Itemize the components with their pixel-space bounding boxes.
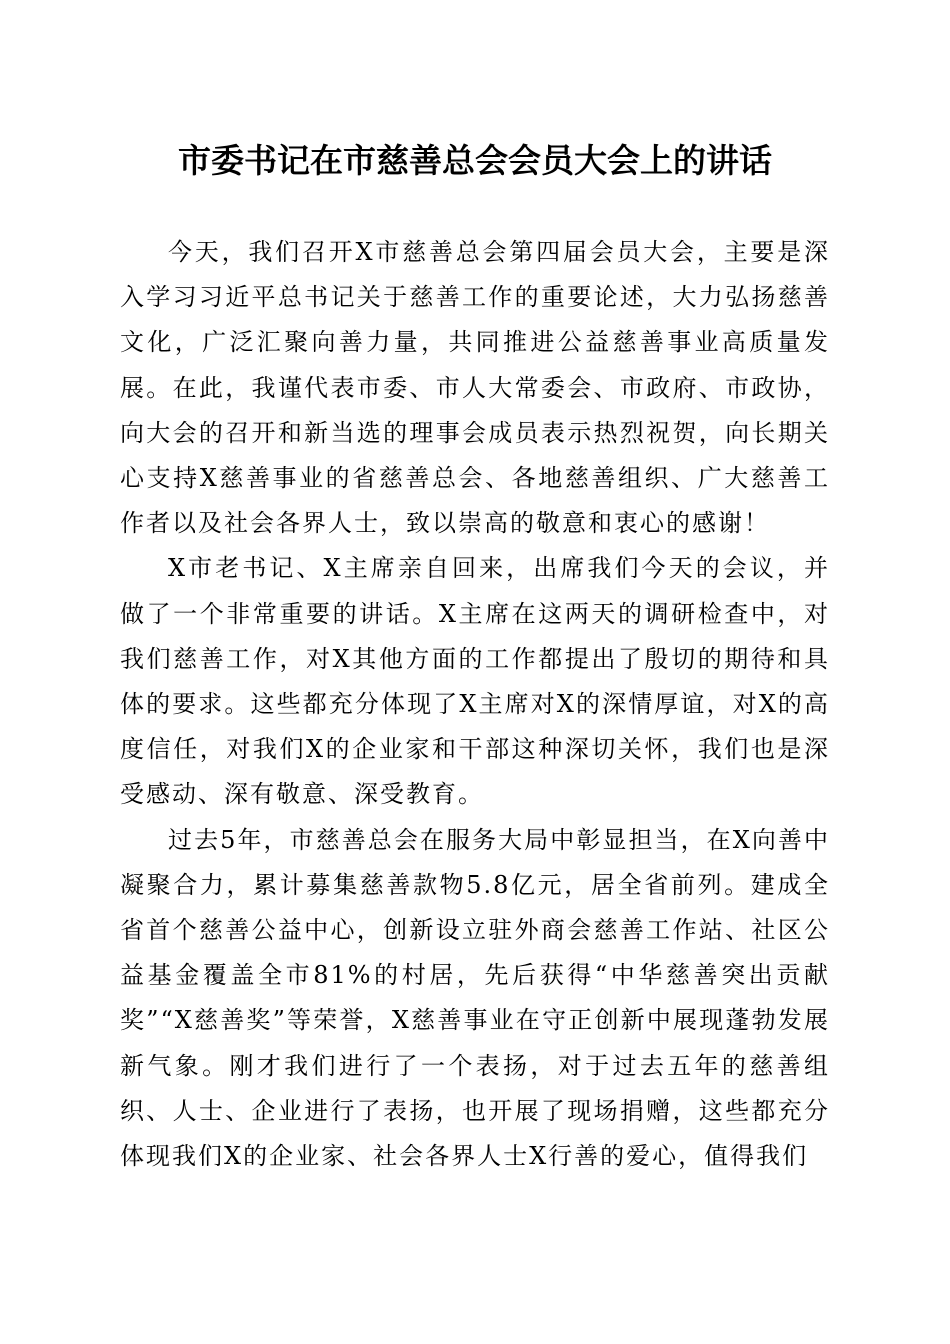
paragraph-achievements: 过去5年，市慈善总会在服务大局中彰显担当，在X向善中凝聚合力，累计募集慈善款物5.8亿元，居全省前列。建成全省首个慈善公益中心，创新设立驻外商会慈善工作站、社区公益基金覆盖全市81%的村居，先后获得“中华慈善突出贡献奖”“X慈善奖”等荣誉，X慈善事业在守正创新中展现蓬勃发展新气象。刚才我们进行了一个表扬，对于过去五年的慈善组织、人士、企业进行了表扬，也开展了现场捐赠，这些都充分体现我们X的企业家、社会各界人士X行善的爱心，值得我们 xyxy=(120,825,830,1171)
paragraph-visit: X市老书记、X主席亲自回来，出席我们今天的会议，并做了一个非常重要的讲话。X主席在这两天的调研检查中，对我们慈善工作，对X其他方面的工作都提出了殷切的期待和具体的要求。这些都充分体现了X主席对X的深情厚谊，对X的高度信任，对我们X的企业家和干部这种深切关怀，我们也是深受感动、深有敬意、深受教育。 xyxy=(120,554,830,809)
document-body xyxy=(120,230,830,1179)
page-title: 市委书记在市慈善总会会员大会上的讲话 xyxy=(178,141,772,180)
paragraph-opening: 今天，我们召开X市慈善总会第四届会员大会，主要是深入学习习近平总书记关于慈善工作的重要论述，大力弘扬慈善文化，广泛汇聚向善力量，共同推进公益慈善事业高质量发展。在此，我谨代表市委、市人大常委会、市政府、市政协，向大会的召开和新当选的理事会成员表示热烈祝贺，向长期关心支持X慈善事业的省慈善总会、各地慈善组织、广大慈善工作者以及社会各界人士，致以崇高的敬意和衷心的感谢！ xyxy=(120,238,830,538)
